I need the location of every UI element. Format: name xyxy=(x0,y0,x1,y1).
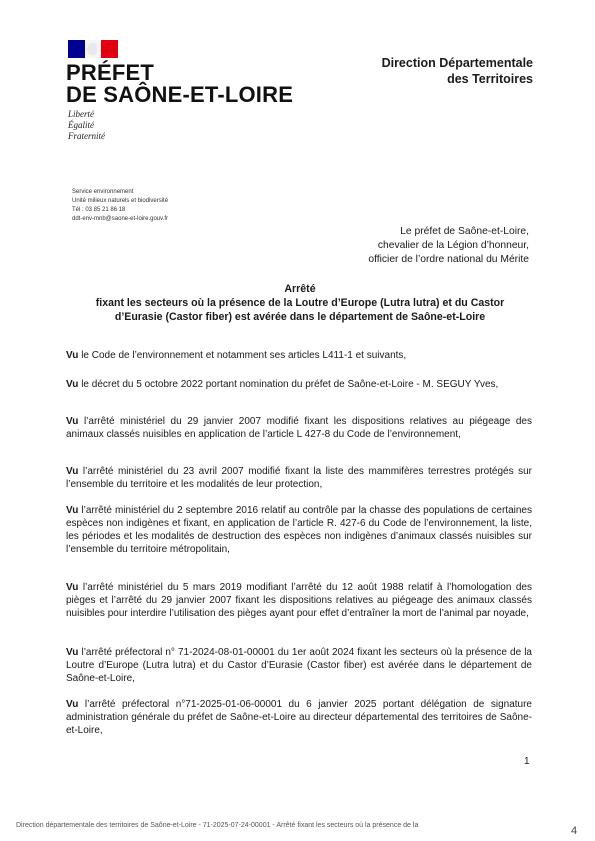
visa-paragraph xyxy=(66,698,532,737)
visa-paragraph xyxy=(66,349,532,362)
devise xyxy=(68,109,105,142)
visa-vu: Vu xyxy=(66,466,79,477)
direction-line2: des Territoires xyxy=(447,72,533,86)
visa-vu: Vu xyxy=(66,416,79,427)
visa-text: le Code de l’environnement et notamment ses articles L411-1 et suivants, xyxy=(78,350,407,361)
service-email: ddt-env-mnb@saone-et-loire.gouv.fr xyxy=(72,216,169,222)
visa-text: l’arrêté préfectoral n°71-2025-01-06-00001 du 6 janvier 2025 portant délégation de signature administration générale du préfet de Saône-et-Loire au directeur départemental des territoires de Saône-et-Loire, xyxy=(66,699,532,736)
visa-vu: Vu xyxy=(66,647,79,658)
devise-egalite: Égalité xyxy=(68,120,94,130)
prefet-line1: PRÉFET xyxy=(66,60,154,85)
visa-vu: Vu xyxy=(66,350,79,361)
visa-vu: Vu xyxy=(66,379,79,390)
visa-vu: Vu xyxy=(66,505,79,516)
prefet-logo-text xyxy=(66,62,293,106)
direction-header xyxy=(382,55,533,87)
service-phone: Tél : 03 85 21 86 18 xyxy=(72,207,126,213)
visa-text: le décret du 5 octobre 2022 portant nomination du préfet de Saône-et-Loire - M. SEGUY Yves, xyxy=(78,379,499,390)
footer-page-number: 4 xyxy=(571,825,578,837)
page-number: 1 xyxy=(524,756,530,767)
prefet-title-line: Le préfet de Saône-et-Loire, xyxy=(400,226,529,237)
title-arrete: Arrêté xyxy=(284,283,316,295)
devise-fraternite: Fraternité xyxy=(68,131,105,141)
title-line2: fixant les secteurs où la présence de la Loutre d’Europe (Lutra lutra) et du Castor xyxy=(95,297,505,309)
visa-paragraph xyxy=(66,415,532,441)
visa-text: l’arrêté ministériel du 2 septembre 2016 relatif au contrôle par la chasse des populations de certaines espèces non indigènes et fixant, en application de l’article R. 427-6 du Code de l’environnement, la liste, les périodes et les modalités de destruction des espèces non indigènes d’animaux classés nuisibles sur l’ensemble du territoire métropolitain, xyxy=(66,505,532,555)
visa-paragraph xyxy=(66,646,532,685)
title-line3: d’Eurasie (Castor fiber) est avérée dans le département de Saône-et-Loire xyxy=(114,311,486,323)
devise-liberte: Liberté xyxy=(68,109,94,119)
prefet-title-line: officier de l’ordre national du Mérite xyxy=(368,254,529,265)
visa-text: l’arrêté ministériel du 23 avril 2007 modifié fixant la liste des mammifères terrestres protégés sur l’ensemble du territoire et les modalités de leur protection, xyxy=(66,466,532,490)
visa-paragraph xyxy=(66,378,532,391)
republique-flag-logo xyxy=(68,40,118,58)
prefet-title-line: chevalier de la Légion d’honneur, xyxy=(377,240,529,251)
service-unit: Unité milieux naturels et biodiversité xyxy=(72,198,169,204)
service-name: Service environnement xyxy=(72,189,134,195)
prefet-titles xyxy=(368,225,529,267)
visa-vu: Vu xyxy=(66,699,79,710)
direction-line1: Direction Départementale xyxy=(381,56,533,70)
visa-paragraph xyxy=(66,465,532,491)
document-title xyxy=(60,282,540,324)
footer-text: Direction départementale des territoires de Saône-et-Loire - 71-2025-07-24-00001 - Arrêté fixant les secteurs où la présence de la xyxy=(16,822,419,829)
visa-text: l’arrêté ministériel du 29 janvier 2007 modifié fixant les dispositions relatives au piégeage des animaux classés nuisibles en application de l’article L 427-8 du Code de l’environnement, xyxy=(66,416,532,440)
visa-text: l’arrêté ministériel du 5 mars 2019 modifiant l’arrêté du 12 août 1988 relatif à l’homologation des pièges et l’arrêté du 29 janvier 2007 fixant les dispositions relatives au piégeage des animaux classés nuisibles pour interdire l’utilisation des pièges ayant pour effet d’entraîner la mort de l’animal par noyade, xyxy=(66,582,532,619)
visa-paragraph xyxy=(66,504,532,556)
service-block xyxy=(72,188,168,224)
visa-vu: Vu xyxy=(66,582,79,593)
prefet-line2: DE SAÔNE-ET-LOIRE xyxy=(66,82,294,107)
visa-text: l’arrêté préfectoral n° 71-2024-08-01-00001 du 1er août 2024 fixant les secteurs où la présence de la Loutre d’Europe (Lutra lutra) et du Castor d’Eurasie (Castor fiber) est avérée dans le département de Saône-et-Loire, xyxy=(66,647,532,684)
visa-paragraph xyxy=(66,581,532,620)
